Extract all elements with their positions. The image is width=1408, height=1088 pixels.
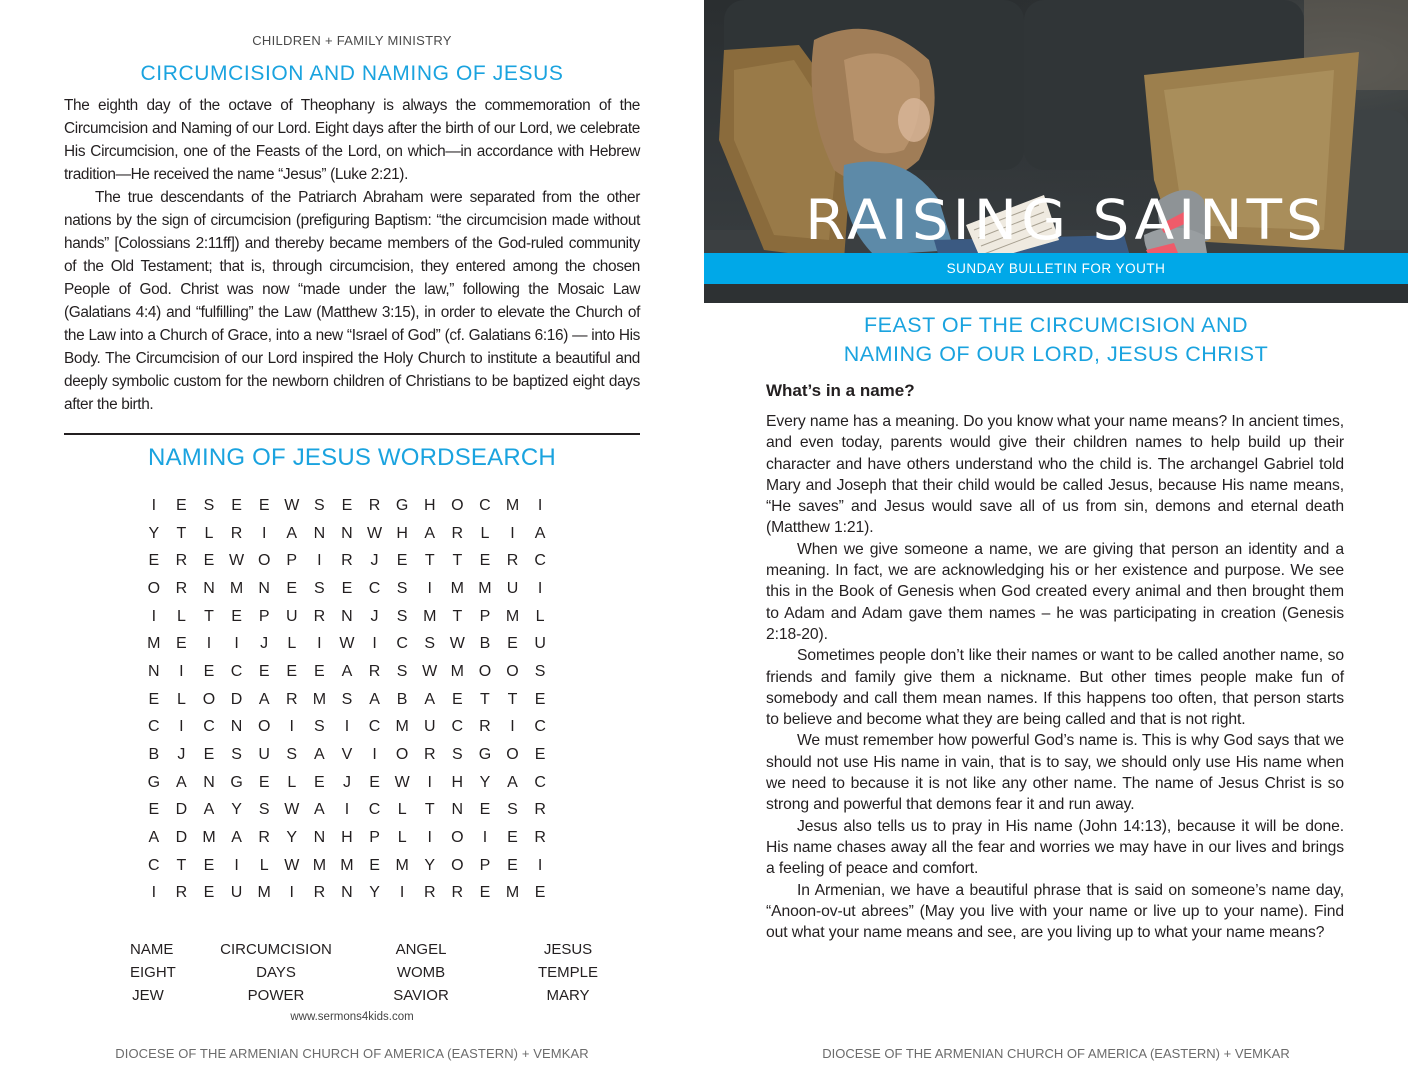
- grid-letter: I: [372, 746, 377, 764]
- grid-letter: T: [176, 856, 187, 874]
- word-list-item: CIRCUMCISION: [220, 941, 332, 958]
- paragraph: Jesus also tells us to pray in His name (John 14:13), because it will be done. His name chases away all the fear and worries we may have in our lives and brings a feeling of peace and comfort.: [766, 817, 1344, 878]
- grid-letter: D: [230, 690, 243, 708]
- grid-letter: O: [202, 690, 216, 708]
- publication-subtitle: SUNDAY BULLETIN FOR YOUTH: [946, 261, 1166, 276]
- grid-letter: M: [395, 856, 409, 874]
- title-line: FEAST OF THE CIRCUMCISION AND: [863, 313, 1249, 337]
- grid-letter: E: [203, 746, 215, 764]
- grid-letter: B: [479, 635, 491, 653]
- grid-letter: O: [147, 579, 161, 597]
- grid-letter: I: [427, 829, 432, 847]
- grid-letter: W: [339, 635, 355, 653]
- grid-letter: M: [202, 829, 216, 847]
- grid-letter: D: [175, 801, 188, 819]
- grid-letter: C: [148, 856, 160, 874]
- grid-letter: R: [534, 829, 546, 847]
- grid-letter: Y: [369, 884, 380, 902]
- grid-letter: M: [478, 579, 492, 597]
- grid-letter: E: [148, 690, 160, 708]
- paragraph: In Armenian, we have a beautiful phrase that is said on someone’s name day, “Anoon-ov-ut abrees” (May you live with your name or live up to your name). Find out what your name means and see, are you living up to what your name means?: [766, 881, 1344, 942]
- grid-letter: N: [451, 801, 464, 819]
- grid-letter: E: [203, 884, 215, 902]
- grid-letter: I: [234, 635, 239, 653]
- grid-letter: S: [396, 662, 408, 680]
- grid-letter: E: [479, 801, 491, 819]
- grid-letter: E: [176, 496, 187, 514]
- article-subhead: What’s in a name?: [766, 381, 915, 400]
- grid-letter: E: [396, 552, 408, 570]
- grid-letter: R: [285, 690, 298, 708]
- grid-letter: B: [148, 746, 160, 764]
- word-list: [64, 938, 640, 1007]
- wordsearch-title: NAMING OF JESUS WORDSEARCH: [148, 444, 556, 471]
- grid-letter: N: [148, 662, 160, 680]
- grid-letter: C: [148, 718, 160, 736]
- grid-letter: L: [287, 773, 297, 791]
- grid-letter: N: [313, 524, 326, 542]
- grid-letter: A: [203, 801, 215, 819]
- grid-letter: G: [230, 773, 243, 791]
- grid-row: [140, 520, 560, 548]
- word-list-row: [64, 938, 640, 961]
- grid-letter: C: [368, 579, 381, 597]
- grid-row: [140, 492, 560, 520]
- grid-letter: I: [427, 579, 432, 597]
- grid-letter: Y: [286, 829, 298, 847]
- grid-row: [140, 852, 560, 880]
- grid-letter: S: [534, 662, 546, 680]
- grid-letter: C: [230, 662, 243, 680]
- grid-letter: Y: [424, 856, 436, 874]
- grid-letter: W: [284, 856, 300, 874]
- grid-letter: R: [479, 718, 491, 736]
- grid-letter: N: [313, 829, 326, 847]
- right-page: [704, 0, 1408, 1088]
- grid-letter: M: [450, 662, 464, 680]
- word-list-item: EIGHT: [130, 964, 176, 981]
- grid-letter: R: [534, 801, 546, 819]
- grid-letter: J: [260, 635, 269, 653]
- grid-letter: R: [368, 662, 381, 680]
- word-list-item: TEMPLE: [537, 964, 598, 981]
- grid-letter: N: [203, 773, 215, 791]
- word-list-item: DAYS: [256, 964, 296, 981]
- grid-letter: O: [506, 662, 519, 680]
- grid-letter: S: [231, 746, 242, 764]
- paragraph: The true descendants of the Patriarch Abraham were separated from the other nations by the sign of circumcision (prefiguring Baptism: “the circumcision made without hands” [Colossians 2:11ff]) and thereby became members of the God-ruled community of the Old Testament; that is, through circumcision, they entered among the chosen People of God. Christ was now “made under the law,” following the Mosaic Law (Galatians 4:4) and “fulfilling” the Law (Matthew 3:15), in order to elevate the Church of the Law into a Church of Grace, into a new “Israel of God” (cf. Galatians 6:16) — into His Body. The Circumcision of our Lord inspired the Holy Church to institute a beautiful and deeply symbolic custom for the newborn children of Christians to be baptized eight days after the birth.: [64, 189, 640, 413]
- grid-letter: E: [341, 579, 353, 597]
- grid-letter: L: [259, 856, 269, 874]
- grid-letter: S: [314, 718, 325, 736]
- grid-letter: Y: [148, 524, 160, 542]
- grid-letter: E: [286, 662, 298, 680]
- grid-letter: I: [317, 635, 322, 653]
- grid-letter: N: [341, 884, 353, 902]
- grid-row: [140, 741, 560, 769]
- grid-letter: R: [506, 552, 519, 570]
- grid-letter: I: [344, 718, 350, 736]
- grid-letter: U: [285, 607, 298, 625]
- grid-letter: R: [341, 552, 353, 570]
- article-body: [64, 94, 640, 416]
- grid-letter: T: [424, 801, 435, 819]
- grid-letter: O: [451, 829, 464, 847]
- grid-letter: P: [479, 856, 491, 874]
- grid-letter: E: [341, 496, 353, 514]
- grid-letter: J: [370, 552, 379, 570]
- hero-banner: [704, 0, 1408, 303]
- grid-letter: I: [510, 524, 515, 542]
- grid-letter: M: [312, 856, 327, 874]
- grid-letter: C: [534, 718, 546, 736]
- grid-letter: J: [342, 773, 351, 791]
- grid-letter: T: [480, 690, 490, 708]
- word-list-item: POWER: [247, 987, 305, 1004]
- grid-letter: D: [175, 829, 188, 847]
- grid-letter: P: [369, 829, 380, 847]
- grid-letter: C: [368, 801, 381, 819]
- paragraph: Sometimes people don’t like their names or want to be called another name, so friends and family give them a nickname. But other times people make fun of somebody and call them mean names. If this happens too often, that person starts to believe and become what they are being called and that is not right.: [766, 647, 1344, 729]
- grid-letter: E: [203, 552, 215, 570]
- section-divider: [64, 433, 640, 435]
- grid-row: [140, 603, 560, 631]
- grid-row: [140, 630, 560, 658]
- grid-letter: M: [395, 718, 409, 736]
- grid-letter: A: [258, 690, 270, 708]
- grid-letter: E: [507, 635, 518, 653]
- grid-letter: M: [229, 579, 244, 597]
- paragraph: When we give someone a name, we are giving that person an identity and a meaning. In fact, we are acknowledging his or her existence and purpose. We see this in the Book of Genesis when God created every animal and then brought them to Adam and Adam gave them names – he was participating in creation (Genesis 2:18-20).: [766, 540, 1344, 643]
- grid-letter: I: [151, 607, 157, 625]
- grid-letter: A: [424, 690, 436, 708]
- grid-letter: C: [203, 718, 215, 736]
- grid-letter: N: [258, 579, 270, 597]
- publication-title: RAISING SAINTS: [805, 187, 1327, 253]
- grid-letter: A: [286, 524, 298, 542]
- grid-letter: M: [147, 635, 161, 653]
- grid-letter: R: [258, 829, 270, 847]
- grid-letter: L: [287, 635, 297, 653]
- grid-letter: A: [424, 524, 436, 542]
- grid-row: [140, 824, 560, 852]
- grid-letter: U: [506, 579, 519, 597]
- grid-letter: R: [175, 884, 188, 902]
- grid-letter: I: [289, 718, 294, 736]
- grid-letter: L: [480, 524, 490, 542]
- grid-letter: E: [258, 496, 270, 514]
- grid-letter: L: [176, 607, 186, 625]
- grid-letter: V: [341, 746, 353, 764]
- grid-letter: I: [261, 524, 267, 542]
- article-title: CIRCUMCISION AND NAMING OF JESUS: [140, 62, 564, 85]
- grid-letter: U: [230, 884, 243, 902]
- grid-letter: N: [203, 579, 215, 597]
- word-list-row: [64, 984, 640, 1007]
- grid-letter: T: [424, 552, 435, 570]
- grid-row: [140, 658, 560, 686]
- grid-letter: R: [423, 746, 436, 764]
- grid-letter: E: [507, 856, 518, 874]
- title-line: NAMING OF OUR LORD, JESUS CHRIST: [843, 342, 1269, 366]
- section-kicker: CHILDREN + FAMILY MINISTRY: [252, 33, 452, 48]
- grid-letter: U: [534, 635, 546, 653]
- word-list-row: [64, 961, 640, 984]
- grid-letter: S: [507, 801, 518, 819]
- word-list-item: MARY: [546, 987, 590, 1004]
- page-footer: DIOCESE OF THE ARMENIAN CHURCH OF AMERICA (EASTERN) + VEMKAR: [822, 1046, 1290, 1061]
- grid-letter: P: [286, 552, 298, 570]
- grid-letter: A: [231, 829, 242, 847]
- grid-letter: H: [396, 524, 408, 542]
- grid-row: [140, 880, 560, 908]
- grid-letter: M: [450, 579, 464, 597]
- grid-letter: I: [537, 856, 543, 874]
- grid-letter: E: [314, 773, 325, 791]
- grid-letter: E: [148, 801, 160, 819]
- grid-letter: A: [534, 524, 546, 542]
- grid-letter: B: [396, 690, 408, 708]
- grid-letter: N: [341, 524, 353, 542]
- grid-letter: A: [507, 773, 518, 791]
- grid-letter: S: [451, 746, 463, 764]
- grid-letter: I: [482, 829, 488, 847]
- grid-letter: G: [395, 496, 409, 514]
- grid-letter: A: [148, 829, 160, 847]
- grid-letter: I: [372, 635, 377, 653]
- grid-letter: O: [257, 552, 271, 570]
- grid-letter: E: [479, 884, 491, 902]
- word-list-item: JEW: [132, 987, 164, 1004]
- grid-letter: T: [507, 690, 518, 708]
- grid-letter: E: [507, 829, 518, 847]
- grid-letter: E: [176, 635, 187, 653]
- grid-letter: M: [257, 884, 271, 902]
- grid-letter: E: [203, 662, 215, 680]
- grid-letter: L: [397, 801, 407, 819]
- grid-letter: T: [176, 524, 187, 542]
- grid-letter: W: [284, 801, 300, 819]
- grid-letter: E: [231, 496, 242, 514]
- grid-letter: W: [229, 552, 245, 570]
- grid-letter: I: [179, 662, 184, 680]
- grid-letter: S: [341, 690, 353, 708]
- word-list-item: JESUS: [543, 941, 593, 958]
- grid-letter: I: [151, 496, 157, 514]
- grid-letter: S: [314, 579, 325, 597]
- grid-letter: R: [313, 884, 326, 902]
- wordsearch-grid: [140, 492, 560, 907]
- grid-letter: E: [451, 690, 463, 708]
- grid-letter: E: [203, 856, 215, 874]
- grid-letter: A: [314, 801, 325, 819]
- grid-letter: C: [368, 718, 381, 736]
- grid-letter: T: [452, 607, 463, 625]
- grid-letter: G: [147, 773, 161, 791]
- grid-letter: T: [204, 607, 214, 625]
- grid-letter: O: [395, 746, 409, 764]
- word-list-item: WOMB: [396, 964, 446, 981]
- grid-letter: O: [257, 718, 271, 736]
- grid-letter: A: [176, 773, 187, 791]
- grid-letter: P: [479, 607, 491, 625]
- grid-letter: W: [366, 524, 383, 542]
- paragraph: We must remember how powerful God’s name is. This is why God says that we should not use His name in vain, that is to say, we should only use His name when we need to because it is not like any other name. The name of Jesus Christ is so strong and powerful that demons fear it and run away.: [766, 732, 1344, 814]
- article-title: [704, 311, 1408, 369]
- paragraph: The eighth day of the octave of Theophany is always the commemoration of the Circumcision and Naming of our Lord. Eight days after the birth of our Lord, we celebrate His Circumcision, one of the Feasts of the Lord, on which—in accordance with Hebrew tradition—He received the name “Jesus” (Luke 2:21).: [64, 97, 640, 183]
- grid-letter: A: [369, 690, 380, 708]
- grid-letter: M: [340, 856, 354, 874]
- grid-letter: W: [449, 635, 465, 653]
- grid-letter: O: [451, 496, 464, 514]
- grid-letter: S: [258, 801, 270, 819]
- grid-letter: A: [314, 746, 325, 764]
- grid-letter: S: [396, 607, 408, 625]
- grid-letter: W: [422, 662, 438, 680]
- grid-letter: W: [284, 496, 300, 514]
- grid-letter: U: [258, 746, 270, 764]
- word-list-item: NAME: [130, 941, 174, 958]
- grid-letter: S: [396, 579, 408, 597]
- grid-letter: E: [479, 552, 491, 570]
- grid-letter: E: [534, 690, 546, 708]
- grid-row: [140, 769, 560, 797]
- grid-letter: I: [289, 884, 294, 902]
- grid-letter: Y: [479, 773, 491, 791]
- grid-letter: S: [286, 746, 298, 764]
- grid-letter: A: [341, 662, 353, 680]
- grid-letter: E: [534, 746, 546, 764]
- grid-letter: R: [423, 884, 436, 902]
- grid-letter: I: [206, 635, 212, 653]
- grid-letter: H: [451, 773, 464, 791]
- grid-letter: U: [423, 718, 436, 736]
- grid-letter: E: [258, 662, 270, 680]
- grid-letter: N: [230, 718, 243, 736]
- grid-letter: I: [427, 773, 432, 791]
- grid-letter: R: [175, 552, 188, 570]
- grid-letter: P: [258, 607, 270, 625]
- grid-row: [140, 686, 560, 714]
- grid-letter: I: [344, 801, 350, 819]
- grid-letter: O: [506, 746, 519, 764]
- grid-letter: E: [314, 662, 325, 680]
- grid-letter: M: [423, 607, 437, 625]
- grid-row: [140, 797, 560, 825]
- grid-letter: I: [399, 884, 405, 902]
- grid-letter: C: [396, 635, 408, 653]
- grid-letter: R: [230, 524, 243, 542]
- grid-letter: C: [451, 718, 464, 736]
- grid-letter: R: [368, 496, 381, 514]
- grid-row: [140, 714, 560, 742]
- grid-letter: L: [535, 607, 545, 625]
- grid-letter: I: [151, 884, 157, 902]
- grid-letter: L: [397, 829, 407, 847]
- grid-letter: E: [258, 773, 270, 791]
- grid-letter: R: [451, 524, 464, 542]
- grid-letter: O: [478, 662, 492, 680]
- grid-letter: I: [179, 718, 184, 736]
- grid-letter: C: [534, 773, 546, 791]
- grid-letter: M: [312, 690, 327, 708]
- article-body: [766, 411, 1344, 943]
- grid-letter: O: [451, 856, 464, 874]
- grid-letter: E: [369, 773, 380, 791]
- grid-row: [140, 547, 560, 575]
- grid-letter: E: [534, 884, 546, 902]
- word-list-item: ANGEL: [395, 941, 447, 958]
- grid-letter: C: [534, 552, 546, 570]
- grid-letter: I: [537, 496, 543, 514]
- grid-letter: S: [314, 496, 325, 514]
- grid-letter: T: [452, 552, 463, 570]
- grid-letter: E: [369, 856, 380, 874]
- grid-letter: E: [148, 552, 160, 570]
- grid-letter: W: [394, 773, 410, 791]
- grid-letter: E: [286, 579, 298, 597]
- grid-letter: C: [479, 496, 491, 514]
- grid-letter: E: [231, 607, 242, 625]
- grid-letter: Y: [231, 801, 242, 819]
- grid-letter: I: [537, 579, 543, 597]
- word-list-item: SAVIOR: [393, 987, 449, 1004]
- grid-letter: L: [204, 524, 214, 542]
- grid-letter: R: [313, 607, 326, 625]
- grid-letter: H: [341, 829, 353, 847]
- grid-letter: M: [505, 607, 520, 625]
- grid-letter: G: [478, 746, 492, 764]
- grid-letter: M: [505, 496, 520, 514]
- grid-letter: J: [177, 746, 186, 764]
- paragraph: Every name has a meaning. Do you know what your name means? In ancient times, and even today, parents would give their children names to help build up their character and have others understand who the child is. The archangel Gabriel told Mary and Joseph that their child would be called Jesus, because His name means, “He saves” and Jesus would save all of us from sin, demons and eternal death (Matthew 1:21).: [766, 413, 1344, 537]
- grid-letter: H: [423, 496, 436, 514]
- source-credit: www.sermons4kids.com: [290, 1011, 414, 1023]
- grid-letter: S: [424, 635, 436, 653]
- grid-letter: S: [203, 496, 215, 514]
- page-footer: DIOCESE OF THE ARMENIAN CHURCH OF AMERICA (EASTERN) + VEMKAR: [115, 1046, 589, 1061]
- grid-letter: L: [176, 690, 186, 708]
- grid-row: [140, 575, 560, 603]
- grid-letter: M: [505, 884, 520, 902]
- grid-letter: I: [510, 718, 515, 736]
- grid-letter: I: [234, 856, 239, 874]
- grid-letter: J: [370, 607, 379, 625]
- grid-letter: N: [341, 607, 353, 625]
- grid-letter: I: [317, 552, 322, 570]
- grid-letter: R: [451, 884, 464, 902]
- grid-letter: R: [175, 579, 188, 597]
